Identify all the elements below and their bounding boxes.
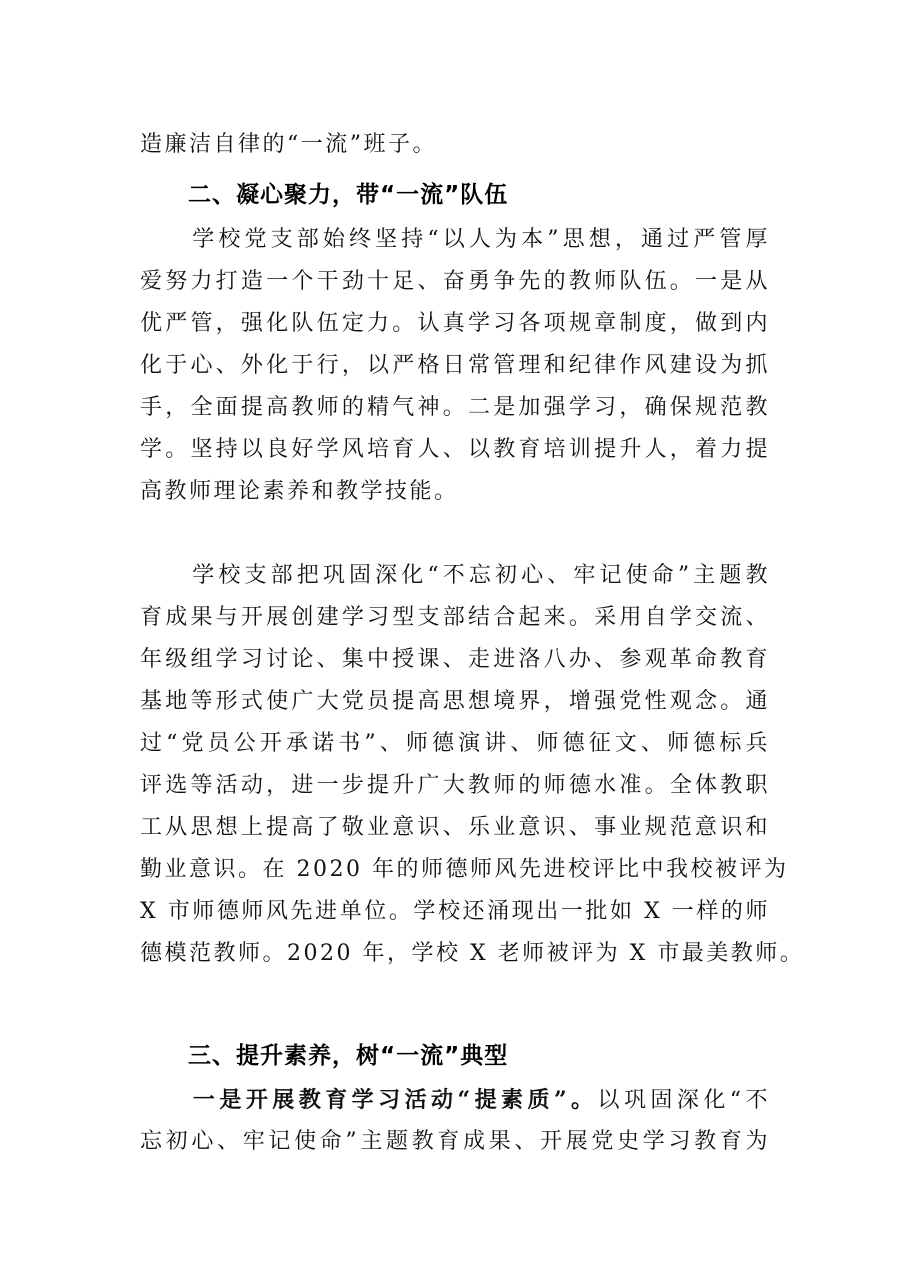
text-line: X 市师德师风先进单位。学校还涌现出一批如 X 一样的师 <box>140 899 770 924</box>
text-line: 手，全面提高教师的精气神。二是加强学习，确保规范教 <box>140 395 770 420</box>
paragraph-1 <box>140 219 770 513</box>
text-line: 基地等形式使广大党员提高思想境界，增强党性观念。通 <box>140 689 770 714</box>
text-line: 忘初心、牢记使命”主题教育成果、开展党史学习教育为 <box>140 1129 770 1154</box>
section-heading-3: 三、提升素养，树“一流”典型 <box>188 1043 509 1069</box>
text-line: 过“党员公开承诺书”、师德演讲、师德征文、师德标兵 <box>140 731 770 756</box>
continuation-paragraph <box>140 124 770 166</box>
paragraph-3 <box>140 1079 770 1163</box>
text-run: 以巩固深化“不 <box>597 1088 770 1113</box>
text-line: 化于心、外化于行，以严格日常管理和纪律作风建设为抓 <box>140 353 770 378</box>
bold-lead-phrase: 一是开展教育学习活动“提素质”。 <box>192 1087 598 1113</box>
text-line: 高教师理论素养和教学技能。 <box>140 479 459 504</box>
text-line: 工从思想上提高了敬业意识、乐业意识、事业规范意识和 <box>140 815 770 840</box>
text-line: 学校支部把巩固深化“不忘初心、牢记使命”主题教 <box>140 563 770 588</box>
text-line: 优严管，强化队伍定力。认真学习各项规章制度，做到内 <box>140 311 770 336</box>
text-line: 学校党支部始终坚持“以人为本”思想，通过严管厚 <box>140 227 770 252</box>
section-heading-2: 二、凝心聚力，带“一流”队伍 <box>188 182 509 208</box>
text-line: 年级组学习讨论、集中授课、走进洛八办、参观革命教育 <box>140 647 770 672</box>
text-line: 德模范教师。2020 年，学校 X 老师被评为 X 市最美教师。 <box>140 941 805 966</box>
text-line: 评选等活动，进一步提升广大教师的师德水准。全体教职 <box>140 773 770 798</box>
text-line: 勤业意识。在 2020 年的师德师风先进校评比中我校被评为 <box>140 857 789 882</box>
text-line: 学。坚持以良好学风培育人、以教育培训提升人，着力提 <box>140 437 770 462</box>
text-line: 爱努力打造一个干劲十足、奋勇争先的教师队伍。一是从 <box>140 269 770 294</box>
text-line <box>140 1079 770 1121</box>
text-line: 造廉洁自律的“一流”班子。 <box>140 132 437 157</box>
paragraph-2 <box>140 555 805 975</box>
text-line: 育成果与开展创建学习型支部结合起来。采用自学交流、 <box>140 605 770 630</box>
